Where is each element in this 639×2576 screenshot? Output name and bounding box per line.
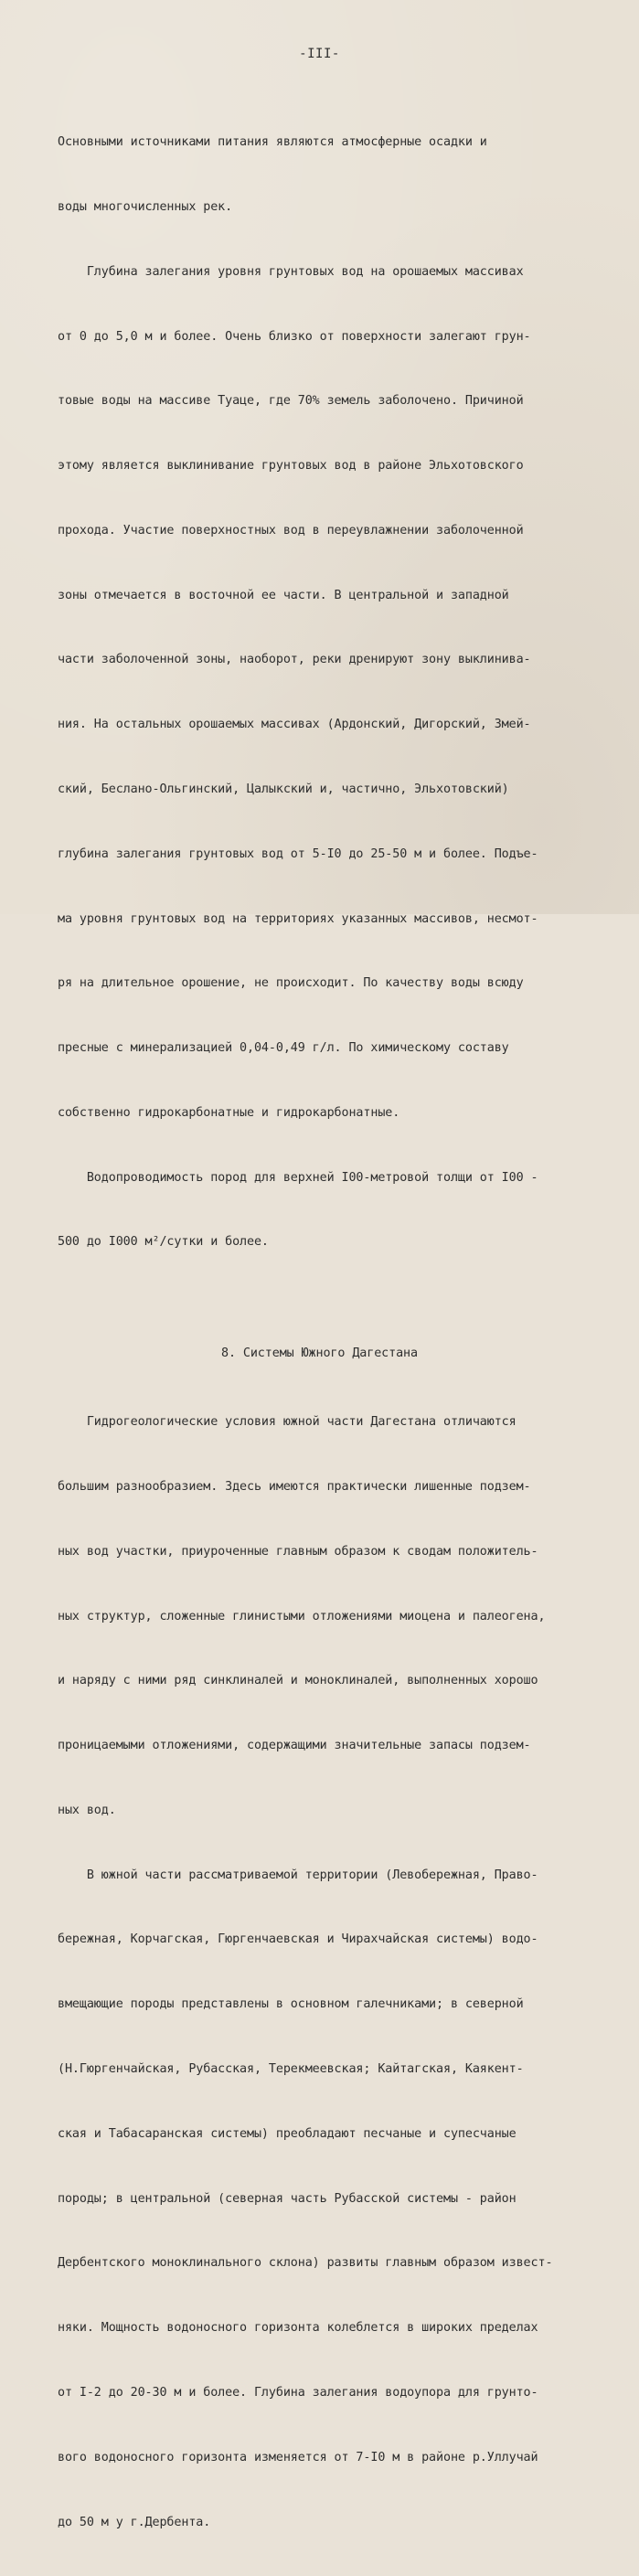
text-line: ский, Беслано-Ольгинский, Цалыкский и, частично, Эльхотовский) [58,782,509,796]
text-line: ных вод. [58,1803,116,1817]
text-line: от 0 до 5,0 м и более. Очень близко от поверхности залегают грун- [58,329,531,344]
text-line: глубина залегания грунтовых вод от 5-I0 до 25-50 м и более. Подъе- [58,846,538,861]
text-line: няки. Мощность водоносного горизонта колеблется в широких пределах [58,2321,538,2336]
text-line: собственно гидрокарбонатные и гидрокарбонатные. [58,1105,400,1120]
text-line: (Н.Гюргенчайская, Рубасская, Терекмеевская; Кайтагская, Каякент- [58,2062,524,2077]
body-text [58,89,588,2576]
text-line: породы; в центральной (северная часть Рубасской системы - район [58,2191,517,2206]
text-line: товые воды на массиве Туаце, где 70% земель заболочено. Причиной [58,394,524,409]
text-line: ма уровня грунтовых вод на территориях указанных массивов, несмот- [58,911,538,926]
text-line: Основными источниками питания являются атмосферные осадки и [58,135,487,150]
text-line: пресные с минерализацией 0,04-0,49 г/л. По химическому составу [58,1041,509,1056]
text-line: ская и Табасаранская системы) преобладают песчаные и супесчаные [58,2126,517,2141]
text-line: Гидрогеологические условия южной части Дагестана отличаются [58,1415,517,1430]
text-line: ря на длительное орошение, не происходит. По качеству воды всюду [58,976,524,991]
text-line: ных структур, сложенные глинистыми отложениями миоцена и палеогена, [58,1609,546,1623]
text-line: 500 до I000 м²/сутки и более. [58,1235,269,1250]
text-line: вого водоносного горизонта изменяется от 7-I0 м в районе р.Уллучай [58,2450,538,2464]
text-line: этому является выклинивание грунтовых вод в районе Эльхотовского [58,459,524,474]
text-line: бережная, Корчагская, Гюргенчаевская и Чирахчайская системы) водо- [58,1932,538,1947]
section-heading-row [58,1322,588,1361]
page-number: -III- [299,47,340,61]
text-line: ных вод участки, приуроченные главным образом к сводам положитель- [58,1544,538,1559]
text-line: Дербентского моноклинального склона) развиты главным образом извест- [58,2256,553,2271]
text-line: воды многочисленных рек. [58,199,233,214]
text-line: прохода. Участие поверхностных вод в переувлажнении заболоченной [58,523,524,538]
text-line: зоны отмечается в восточной ее части. В центральной и западной [58,588,509,602]
text-line: В южной части рассматриваемой территории (Левобережная, Право- [58,1868,538,1882]
text-line: до 50 м у г.Дербента. [58,2515,211,2529]
text-line: от I-2 до 20-30 м и более. Глубина залегания водоупора для грунто- [58,2385,538,2400]
text-line: части заболоченной зоны, наоборот, реки дренируют зону выклинива- [58,653,531,667]
text-line: и наряду с ними ряд синклиналей и моноклиналей, выполненных хорошо [58,1674,538,1688]
text-line: проницаемыми отложениями, содержащими значительные запасы подзем- [58,1739,531,1753]
section-heading: 8. Системы Южного Дагестана [221,1347,418,1361]
text-line: ния. На остальных орошаемых массивах (Ардонский, Дигорский, Змей- [58,718,531,732]
text-line: Глубина залегания уровня грунтовых вод на орошаемых массивах [58,264,524,279]
text-line: большим разнообразием. Здесь имеются практически лишенные подзем- [58,1480,531,1494]
text-line: Водопроводимость пород для верхней I00-метровой толщи от I00 - [58,1170,538,1185]
text-line: вмещающие породы представлены в основном галечниками; в северной [58,1997,524,2012]
